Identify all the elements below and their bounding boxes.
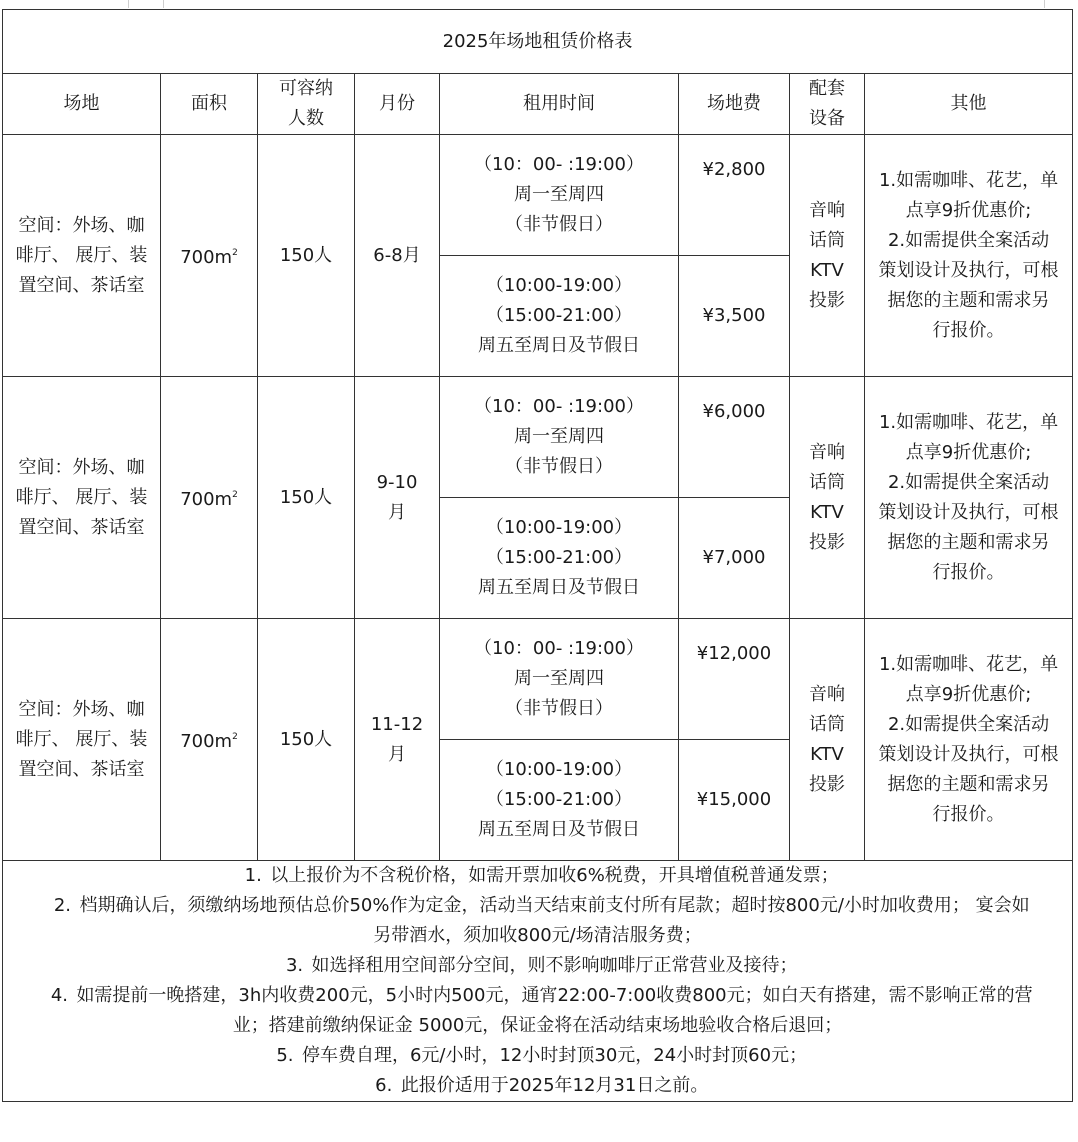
equipment-cell-line: 投影: [809, 531, 845, 553]
other-cell: [865, 619, 1073, 861]
weekday-time-cell: [440, 377, 679, 498]
weekend-time-cell: [440, 740, 679, 861]
area-cell: [161, 619, 258, 861]
weekday-fee: ¥6,000: [702, 401, 766, 422]
note-text: 如选择租用空间部分空间，则不影响咖啡厅正常营业及接待；: [311, 955, 798, 976]
venue-cell-line: 啡厅、 展厅、装: [15, 244, 148, 266]
header-other: 其他: [865, 74, 1073, 135]
venue-cell-line: 空间：外场、咖: [18, 214, 145, 236]
area-cell: [161, 135, 258, 377]
weekday-time-cell-line: （非节假日）: [505, 698, 613, 719]
weekday-time-cell: [440, 619, 679, 740]
other-cell-line: 1.如需咖啡、花艺，单: [878, 169, 1059, 191]
other-cell-line: 点享9折优惠价;: [905, 441, 1032, 463]
weekend-time-cell-line: （15:00-21:00）: [485, 305, 633, 326]
month-cell-line: 11-12: [370, 713, 424, 735]
month-cell: [355, 619, 440, 861]
note-item: [3, 861, 1072, 891]
weekday-fee-cell: [679, 377, 790, 498]
other-cell-line: 2.如需提供全案活动: [887, 229, 1050, 251]
note-text: 另带酒水，须加收800元/场清洁服务费；: [373, 925, 702, 946]
note-text: 停车费自理，6元/小时，12小时封顶30元，24小时封顶60元；: [301, 1045, 808, 1066]
other-cell-line: 行报价。: [932, 803, 1005, 825]
month-cell: [355, 377, 440, 619]
weekend-fee-cell: ¥3,500: [679, 256, 790, 377]
month-cell-line: 9-10: [376, 471, 418, 493]
weekend-time-cell-line: （15:00-21:00）: [485, 789, 633, 810]
equipment-cell: [790, 135, 865, 377]
capacity-cell: 150人: [258, 135, 355, 377]
area-unit-sup: 2: [232, 490, 238, 500]
note-text: 业；搭建前缴纳保证金 5000元，保证金将在活动结束场地验收合格后退回；: [232, 1015, 843, 1036]
equipment-cell-line: 话筒: [809, 229, 845, 251]
equipment-cell-line: KTV: [810, 501, 844, 523]
equipment-cell-line: 音响: [809, 199, 845, 221]
area-value: 700m: [180, 489, 233, 510]
weekday-fee: ¥12,000: [696, 643, 772, 664]
top-strip: [0, 0, 1078, 8]
other-cell-line: 1.如需咖啡、花艺，单: [878, 653, 1059, 675]
other-cell-line: 2.如需提供全案活动: [887, 471, 1050, 493]
equipment-cell-line: 话筒: [809, 713, 845, 735]
venue-cell-line: 空间：外场、咖: [18, 698, 145, 720]
other-cell-line: 据您的主题和需求另: [887, 773, 1050, 795]
weekend-time-cell-line: 周五至周日及节假日: [478, 335, 640, 356]
weekday-fee-cell: [679, 135, 790, 256]
other-cell: [865, 135, 1073, 377]
weekday-fee: ¥2,800: [702, 159, 766, 180]
table-row: [3, 135, 1073, 256]
equipment-cell-line: 投影: [809, 773, 845, 795]
other-cell-line: 策划设计及执行，可根: [878, 501, 1059, 523]
weekend-time-cell-line: （10:00-19:00）: [485, 759, 633, 780]
price-table: [2, 9, 1073, 1102]
note-item: [3, 1071, 1072, 1101]
equipment-cell: [790, 619, 865, 861]
strip-divider: [128, 0, 129, 8]
weekday-time-cell-line: （非节假日）: [505, 214, 613, 235]
table-row: [3, 619, 1073, 740]
other-cell-line: 1.如需咖啡、花艺，单: [878, 411, 1059, 433]
note-text: 如需提前一晚搭建，3h内收费200元，5小时内500元，通宵22:00-7:00收费800元；如白天有搭建，需不影响正常的营: [76, 985, 1033, 1006]
strip-divider: [163, 0, 164, 8]
other-cell-line: 行报价。: [932, 319, 1005, 341]
note-text: 以上报价为不含税价格，如需开票加收6%税费，开具增值税普通发票；: [270, 865, 839, 886]
weekend-time-cell-line: 周五至周日及节假日: [478, 577, 640, 598]
table-row: [3, 377, 1073, 498]
venue-cell-line: 置空间、茶话室: [18, 516, 145, 538]
other-cell-line: 据您的主题和需求另: [887, 289, 1050, 311]
weekday-time-cell-line: 周一至周四: [514, 668, 604, 689]
other-cell-line: 行报价。: [932, 561, 1005, 583]
header-capacity: 可容纳 人数: [258, 74, 355, 135]
header-area: 面积: [161, 74, 258, 135]
weekday-time-cell-line: 周一至周四: [514, 426, 604, 447]
weekend-time-cell: [440, 256, 679, 377]
weekday-time-cell-line: （10：00- :19:00）: [474, 154, 644, 175]
capacity-cell: 150人: [258, 619, 355, 861]
weekday-time-cell-line: （非节假日）: [505, 456, 613, 477]
venue-cell-line: 置空间、茶话室: [18, 758, 145, 780]
other-cell-line: 点享9折优惠价;: [905, 199, 1032, 221]
header-row: [3, 74, 1073, 135]
area-value: 700m: [180, 731, 233, 752]
month-cell: [355, 135, 440, 377]
other-cell: [865, 377, 1073, 619]
weekend-time-cell: [440, 498, 679, 619]
weekend-fee-cell: ¥7,000: [679, 498, 790, 619]
header-time: 租用时间: [440, 74, 679, 135]
equipment-cell-line: 投影: [809, 289, 845, 311]
header-month: 月份: [355, 74, 440, 135]
header-equipment: 配套 设备: [790, 74, 865, 135]
weekday-fee-cell: [679, 619, 790, 740]
weekend-time-cell-line: （15:00-21:00）: [485, 547, 633, 568]
other-cell-line: 策划设计及执行，可根: [878, 259, 1059, 281]
area-cell: [161, 377, 258, 619]
strip-divider: [1044, 0, 1045, 8]
note-text: 此报价适用于2025年12月31日之前。: [400, 1075, 709, 1096]
equipment-cell-line: KTV: [810, 743, 844, 765]
note-number: 6.: [375, 1075, 393, 1096]
weekend-time-cell-line: （10:00-19:00）: [485, 517, 633, 538]
area-unit-sup: 2: [232, 248, 238, 258]
venue-cell: [3, 377, 161, 619]
venue-cell: [3, 135, 161, 377]
venue-cell-line: 啡厅、 展厅、装: [15, 486, 148, 508]
note-text: 档期确认后，须缴纳场地预估总价50%作为定金，活动当天结束前支付所有尾款；超时按800元/小时加收费用； 宴会如: [79, 895, 1030, 916]
capacity-cell: 150人: [258, 377, 355, 619]
weekday-time-cell-line: （10：00- :19:00）: [474, 638, 644, 659]
note-number: 5.: [276, 1045, 294, 1066]
venue-cell-line: 空间：外场、咖: [18, 456, 145, 478]
venue-cell: [3, 619, 161, 861]
note-item: [3, 891, 1072, 951]
other-cell-line: 据您的主题和需求另: [887, 531, 1050, 553]
header-fee: 场地费: [679, 74, 790, 135]
equipment-cell-line: 话筒: [809, 471, 845, 493]
weekend-time-cell-line: （10:00-19:00）: [485, 275, 633, 296]
month-cell-line: 月: [388, 501, 406, 523]
venue-cell-line: 啡厅、 展厅、装: [15, 728, 148, 750]
month-cell-line: 6-8月: [373, 244, 421, 266]
note-number: 2.: [53, 895, 72, 916]
table-title: 2025年场地租赁价格表: [3, 10, 1073, 74]
note-number: 1.: [244, 865, 262, 886]
weekday-time-cell: [440, 135, 679, 256]
equipment-cell-line: 音响: [809, 441, 845, 463]
notes-cell: [3, 861, 1073, 1102]
weekend-time-cell-line: 周五至周日及节假日: [478, 819, 640, 840]
note-number: 3.: [285, 955, 304, 976]
month-cell-line: 月: [388, 743, 406, 765]
weekend-fee-cell: ¥15,000: [679, 740, 790, 861]
area-value: 700m: [180, 247, 233, 268]
equipment-cell: [790, 377, 865, 619]
note-item: [3, 951, 1072, 981]
equipment-cell-line: 音响: [809, 683, 845, 705]
venue-cell-line: 置空间、茶话室: [18, 274, 145, 296]
other-cell-line: 策划设计及执行，可根: [878, 743, 1059, 765]
note-item: [3, 981, 1072, 1041]
weekday-time-cell-line: 周一至周四: [514, 184, 604, 205]
weekday-time-cell-line: （10：00- :19:00）: [474, 396, 644, 417]
area-unit-sup: 2: [232, 732, 238, 742]
other-cell-line: 点享9折优惠价;: [905, 683, 1032, 705]
header-venue: 场地: [3, 74, 161, 135]
note-item: [3, 1041, 1072, 1071]
other-cell-line: 2.如需提供全案活动: [887, 713, 1050, 735]
note-number: 4.: [50, 985, 69, 1006]
equipment-cell-line: KTV: [810, 259, 844, 281]
